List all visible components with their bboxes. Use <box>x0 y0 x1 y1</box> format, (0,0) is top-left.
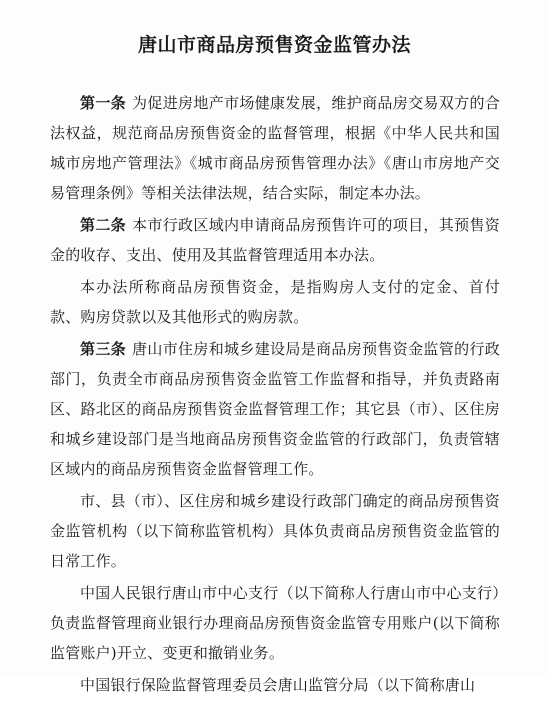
article-3-paragraph <box>50 334 500 484</box>
document-body <box>50 88 500 702</box>
article-3-pboc-text: 中国人民银行唐山市中心支行（以下简称人行唐山市中心支行）负责监督管理商业银行办理商品房预售资金监管专用账户(以下简称监管账户)开立、变更和撤销业务。 <box>50 584 500 662</box>
article-2-heading: 第二条 <box>80 216 127 234</box>
document-title: 唐山市商品房预售资金监管办法 <box>137 34 411 56</box>
article-3-cbirc-paragraph <box>50 670 500 700</box>
article-3-pboc-paragraph <box>50 578 500 668</box>
article-3-agency-text: 市、县（市）、区住房和城乡建设行政部门确定的商品房预售资金监管机构（以下简称监管机构）具体负责商品房预售资金监管的日常工作。 <box>50 492 500 570</box>
article-2-text: 本市行政区域内申请商品房预售许可的项目，其预售资金的收存、支出、使用及其监督管理适用本办法。 <box>50 216 500 264</box>
article-2-definition-text: 本办法所称商品房预售资金，是指购房人支付的定金、首付款、购房贷款以及其他形式的购房款。 <box>50 278 500 326</box>
article-2-definition-paragraph <box>50 272 500 332</box>
article-1-heading: 第一条 <box>80 94 127 112</box>
article-3-text: 唐山市住房和城乡建设局是商品房预售资金监管的行政部门，负责全市商品房预售资金监管工作监督和指导，并负责路南区、路北区的商品房预售资金监督管理工作；其它县（市）、区住房和城乡建设部门是当地商品房预售资金监管的行政部门，负责管辖区域内的商品房预售资金监督管理工作。 <box>50 340 500 478</box>
article-3-cbirc-text: 中国银行保险监督管理委员会唐山监管分局（以下简称唐山 <box>80 676 476 694</box>
article-3-heading: 第三条 <box>80 340 127 358</box>
article-2-paragraph <box>50 210 500 270</box>
article-1-text: 为促进房地产市场健康发展，维护商品房交易双方的合法权益，规范商品房预售资金的监督管理，根据《中华人民共和国城市房地产管理法》《城市商品房预售管理办法》《唐山市房地产交易管理条例》等相关法律法规，结合实际，制定本办法。 <box>50 94 500 202</box>
article-1-paragraph <box>50 88 500 208</box>
article-3-agency-paragraph <box>50 486 500 576</box>
